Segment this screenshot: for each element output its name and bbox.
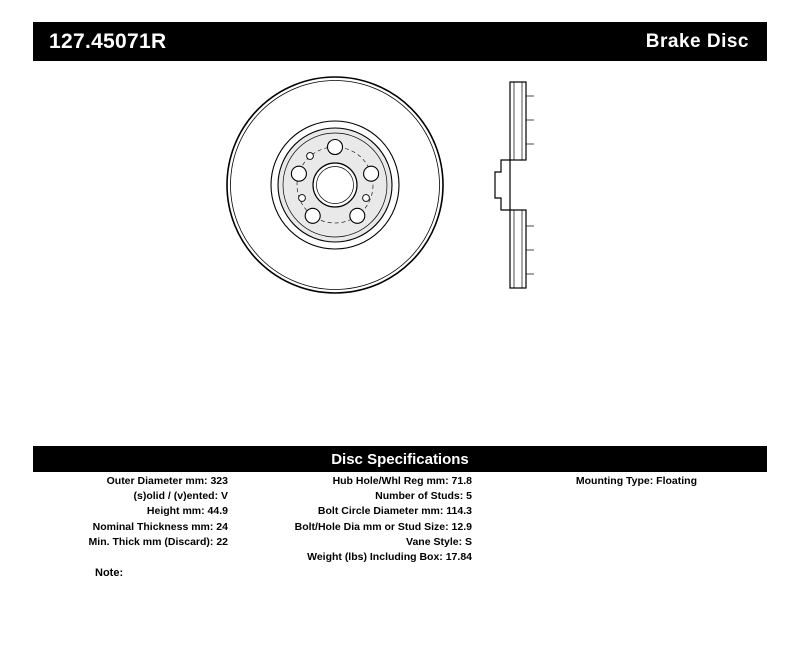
part-number: 127.45071R [49, 30, 167, 53]
note-row [33, 567, 767, 579]
header-bar [33, 22, 767, 61]
spec-item: Bolt/Hole Dia mm or Stud Size: 12.9 [294, 520, 472, 533]
specs-column-1 [33, 474, 234, 550]
specs-column-2 [234, 474, 478, 565]
spec-item: Outer Diameter mm: 323 [106, 475, 228, 487]
spec-item: (s)olid / (v)ented: V [133, 490, 228, 503]
spec-item: Min. Thick mm (Discard): 22 [88, 535, 228, 548]
specs-title: Disc Specifications [331, 450, 469, 468]
brake-disc-edge-view [495, 82, 534, 288]
note-label: Note: [95, 567, 124, 579]
specs-column-3 [478, 474, 767, 489]
spec-item: Bolt Circle Diameter mm: 114.3 [317, 505, 472, 518]
product-drawing [33, 70, 767, 425]
brake-disc-face-view [227, 77, 443, 293]
spec-item: Number of Studs: 5 [375, 490, 472, 503]
spec-item: Vane Style: S [406, 535, 472, 548]
brake-disc-drawing-svg [190, 70, 610, 300]
spec-item: Height mm: 44.9 [146, 505, 228, 518]
spec-item: Weight (lbs) Including Box: 17.84 [307, 551, 472, 564]
spec-item: Mounting Type: Floating [575, 475, 697, 487]
specs-title-bar [33, 446, 767, 472]
product-type: Brake Disc [645, 31, 749, 52]
spec-item: Nominal Thickness mm: 24 [92, 520, 228, 533]
spec-item: Hub Hole/Whl Reg mm: 71.8 [332, 475, 472, 487]
